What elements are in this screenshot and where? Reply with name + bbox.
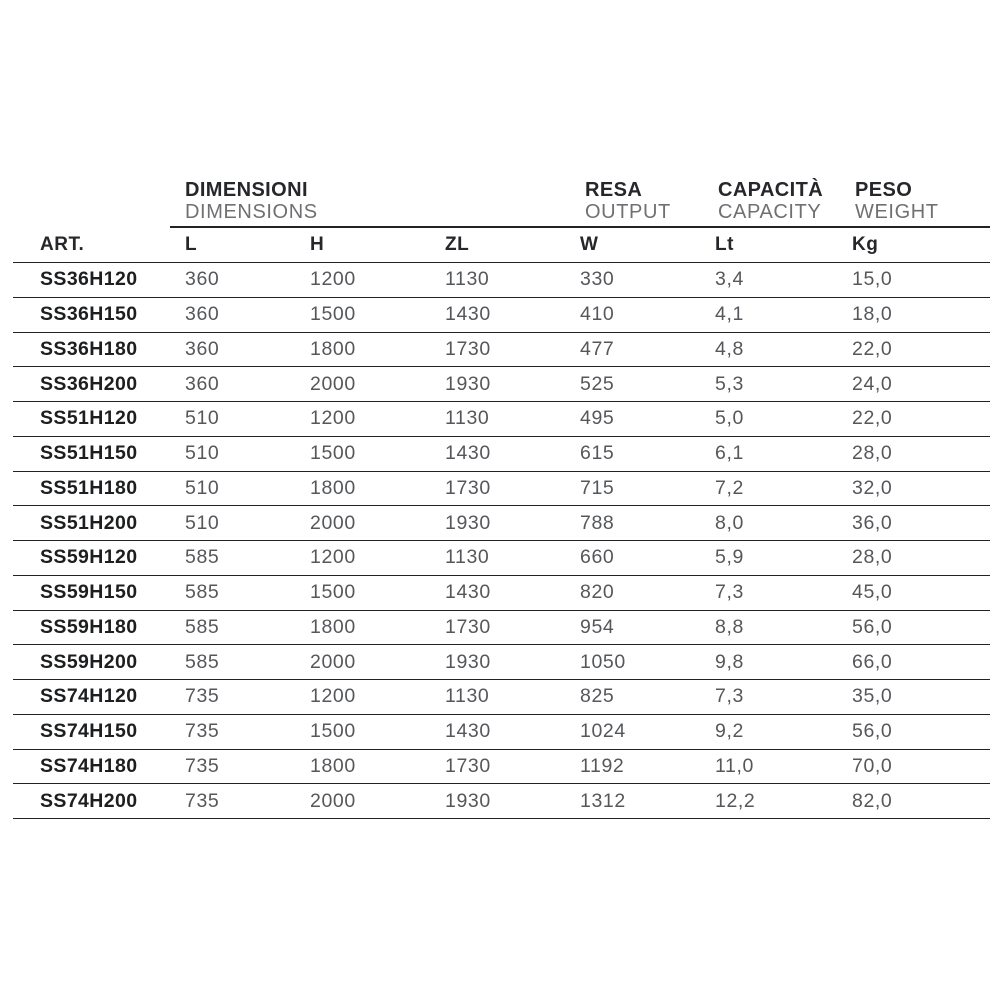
article-code: SS36H150 [40,303,138,326]
spec-value: 1430 [445,720,491,743]
spec-value: 36,0 [852,511,893,534]
spec-value: 660 [580,546,615,569]
spec-value: 820 [580,581,615,604]
spec-value: 1050 [580,650,626,673]
article-code: SS74H200 [40,789,138,812]
spec-value: 585 [185,581,220,604]
spec-value: 788 [580,511,615,534]
group-weight [855,179,939,223]
article-code: SS74H150 [40,720,138,743]
spec-value: 7,3 [715,581,744,604]
spec-value: 1200 [310,546,356,569]
spec-value: 70,0 [852,754,893,777]
column-header-kg: Kg [852,234,879,255]
article-code: SS51H180 [40,476,138,499]
spec-value: 1130 [445,685,490,708]
group-header-row [170,178,990,228]
spec-value: 1930 [445,511,491,534]
spec-value: 7,2 [715,476,744,499]
table-row [13,541,990,576]
spec-value: 525 [580,372,615,395]
spec-value: 510 [185,407,220,430]
spec-value: 8,8 [715,615,744,638]
spec-value: 585 [185,615,220,638]
spec-value: 1930 [445,372,491,395]
spec-value: 35,0 [852,685,893,708]
table-row [13,750,990,785]
article-code: SS59H180 [40,615,138,638]
spec-value: 22,0 [852,407,893,430]
table-row [13,263,990,298]
spec-value: 715 [580,476,615,499]
spec-value: 2000 [310,372,356,395]
spec-value: 2000 [310,789,356,812]
spec-value: 1500 [310,303,356,326]
spec-value: 56,0 [852,720,893,743]
spec-value: 15,0 [852,268,893,291]
spec-value: 735 [185,754,220,777]
spec-value: 1800 [310,615,356,638]
article-code: SS59H120 [40,546,138,569]
spec-value: 32,0 [852,476,893,499]
spec-table [13,178,990,819]
spec-value: 1430 [445,581,491,604]
table-row [13,367,990,402]
spec-value: 1500 [310,442,356,465]
spec-value: 360 [185,268,220,291]
group-capacity [718,179,823,223]
group-dimensions-primary: DIMENSIONI [185,179,308,201]
spec-value: 5,3 [715,372,744,395]
article-code: SS51H150 [40,442,138,465]
spec-value: 1500 [310,581,356,604]
spec-value: 510 [185,511,220,534]
spec-value: 7,3 [715,685,744,708]
spec-value: 1024 [580,720,626,743]
group-dimensions-secondary: DIMENSIONS [185,201,318,223]
spec-value: 1200 [310,685,356,708]
table-row [13,784,990,819]
group-weight-primary: PESO [855,179,913,201]
spec-value: 45,0 [852,581,893,604]
column-header-art: ART. [40,234,85,255]
spec-value: 3,4 [715,268,744,291]
article-code: SS59H200 [40,650,138,673]
spec-value: 360 [185,372,220,395]
spec-value: 18,0 [852,303,893,326]
spec-value: 1800 [310,337,356,360]
article-code: SS36H200 [40,372,138,395]
spec-value: 1192 [580,754,625,777]
column-header-w: W [580,234,599,255]
spec-value: 22,0 [852,337,893,360]
table-row [13,472,990,507]
spec-value: 510 [185,476,220,499]
group-capacity-secondary: CAPACITY [718,201,822,223]
spec-value: 735 [185,789,220,812]
spec-value: 1430 [445,442,491,465]
spec-value: 1730 [445,615,491,638]
spec-value: 9,2 [715,720,744,743]
table-row [13,402,990,437]
spec-value: 360 [185,303,220,326]
column-header-l: L [185,234,198,255]
spec-value: 4,1 [715,303,744,326]
spec-value: 8,0 [715,511,744,534]
table-row [13,333,990,368]
spec-value: 24,0 [852,372,893,395]
column-header-zl: ZL [445,234,470,255]
spec-value: 1200 [310,268,356,291]
spec-value: 5,0 [715,407,744,430]
spec-value: 1500 [310,720,356,743]
column-header-row [13,228,990,263]
spec-value: 1930 [445,789,491,812]
table-row [13,645,990,680]
spec-value: 1930 [445,650,491,673]
group-output-primary: RESA [585,179,643,201]
group-output [585,179,671,223]
group-dimensions [185,179,318,223]
article-code: SS51H120 [40,407,138,430]
article-code: SS51H200 [40,511,138,534]
table-row [13,680,990,715]
spec-value: 1200 [310,407,356,430]
spec-value: 1430 [445,303,491,326]
table-row [13,576,990,611]
spec-value: 495 [580,407,615,430]
column-header-lt: Lt [715,234,734,255]
spec-value: 2000 [310,511,356,534]
spec-value: 735 [185,720,220,743]
article-code: SS74H180 [40,754,138,777]
spec-value: 954 [580,615,615,638]
spec-value: 1130 [445,546,490,569]
article-code: SS36H120 [40,268,138,291]
spec-value: 4,8 [715,337,744,360]
spec-value: 330 [580,268,615,291]
spec-value: 510 [185,442,220,465]
spec-value: 410 [580,303,615,326]
spec-value: 1730 [445,476,491,499]
spec-value: 360 [185,337,220,360]
spec-value: 615 [580,442,615,465]
column-header-h: H [310,234,325,255]
article-code: SS36H180 [40,337,138,360]
group-output-secondary: OUTPUT [585,201,671,223]
table-row [13,506,990,541]
table-row [13,611,990,646]
spec-value: 1800 [310,476,356,499]
article-code: SS74H120 [40,685,138,708]
group-weight-secondary: WEIGHT [855,201,939,223]
table-row [13,298,990,333]
spec-value: 66,0 [852,650,893,673]
spec-value: 82,0 [852,789,893,812]
table-row [13,715,990,750]
spec-value: 1730 [445,754,491,777]
spec-value: 6,1 [715,442,744,465]
spec-value: 735 [185,685,220,708]
spec-value: 1130 [445,268,490,291]
table-row [13,437,990,472]
spec-value: 585 [185,546,220,569]
spec-value: 56,0 [852,615,893,638]
spec-value: 477 [580,337,615,360]
spec-value: 28,0 [852,442,893,465]
spec-value: 825 [580,685,615,708]
spec-value: 12,2 [715,789,756,812]
spec-value: 585 [185,650,220,673]
spec-value: 1800 [310,754,356,777]
spec-value: 11,0 [715,754,754,777]
spec-value: 1130 [445,407,490,430]
group-capacity-primary: CAPACITÀ [718,179,824,201]
spec-value: 1730 [445,337,491,360]
spec-value: 2000 [310,650,356,673]
spec-value: 28,0 [852,546,893,569]
spec-value: 1312 [580,789,626,812]
article-code: SS59H150 [40,581,138,604]
spec-value: 5,9 [715,546,744,569]
spec-value: 9,8 [715,650,744,673]
table-body [13,263,990,819]
